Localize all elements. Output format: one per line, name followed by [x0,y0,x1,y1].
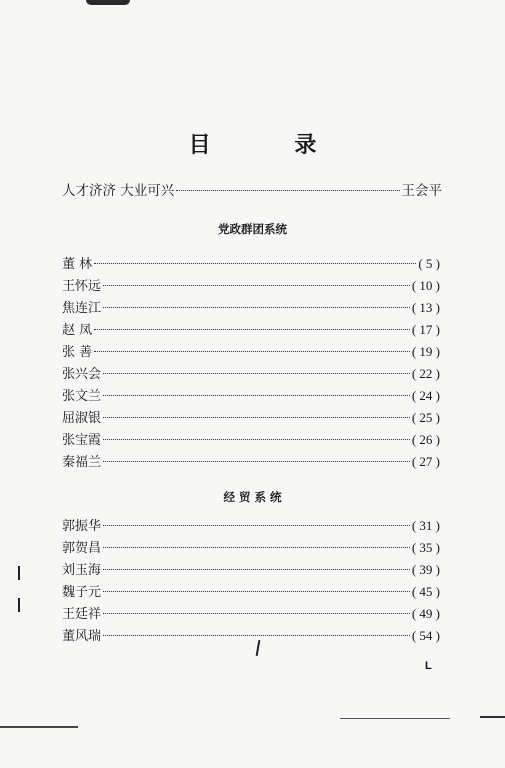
dot-leader [94,329,410,330]
entry-name: 董风瑞 [62,629,102,644]
toc-entry[interactable] [62,603,440,625]
toc-entry[interactable] [62,581,440,603]
dot-leader [176,190,399,191]
entry-page: ( 45 ) [411,584,440,599]
entry-page: ( 10 ) [411,278,440,293]
toc-entry[interactable] [62,429,440,451]
entry-name: 郭振华 [62,519,102,534]
entry-name: 屈淑银 [62,411,102,426]
toc-entry[interactable] [62,451,440,473]
entry-name: 张文兰 [62,389,102,404]
toc-entry[interactable] [62,407,440,429]
toc-entry[interactable] [62,319,440,341]
entry-page: ( 39 ) [411,562,440,577]
dot-leader [103,547,410,548]
toc-entry[interactable] [62,275,440,297]
dot-leader [103,285,410,286]
dot-leader [103,591,410,592]
entry-name: 王怀远 [62,279,102,294]
dot-leader [103,417,410,418]
entry-page: ( 49 ) [411,606,440,621]
toc-list-section-2 [62,515,440,647]
scan-artifact [18,566,20,580]
scan-artifact [18,598,20,612]
entry-page: ( 17 ) [411,322,440,337]
entry-page: ( 19 ) [411,344,440,359]
intro-author: 王会平 [401,183,442,199]
toc-entry[interactable] [62,341,440,363]
scan-bottom-edge [340,718,450,719]
entry-name: 张兴会 [62,367,102,382]
scan-bottom-edge [480,716,505,718]
entry-page: ( 5 ) [418,256,440,271]
entry-name: 张 善 [62,345,93,360]
entry-page: ( 25 ) [411,410,440,425]
scan-edge-mark [86,0,130,5]
dot-leader [94,351,410,352]
dot-leader [94,263,416,264]
entry-name: 董 林 [62,257,93,272]
entry-page: ( 35 ) [411,540,440,555]
dot-leader [103,569,410,570]
toc-entry[interactable] [62,363,440,385]
entry-name: 焦连江 [62,301,102,316]
toc-entry[interactable] [62,625,440,647]
dot-leader [103,461,410,462]
entry-name: 刘玉海 [62,563,102,578]
entry-name: 秦福兰 [62,455,102,470]
dot-leader [103,613,410,614]
scan-bottom-edge [0,726,78,728]
entry-page: ( 24 ) [411,388,440,403]
section-heading: 党政群团系统 [218,222,287,236]
toc-entry[interactable] [62,297,440,319]
entry-page: ( 27 ) [411,454,440,469]
entry-name: 张宝霞 [62,433,102,448]
dot-leader [103,395,410,396]
intro-title: 人才济济 大业可兴 [62,183,175,199]
toc-list-section-1 [62,253,440,473]
page-footer-mark: L [425,660,432,672]
toc-entry[interactable] [62,253,440,275]
entry-page: ( 13 ) [411,300,440,315]
dot-leader [103,439,410,440]
dot-leader [103,525,410,526]
intro-entry [62,179,442,199]
toc-entry[interactable] [62,515,440,537]
toc-entry[interactable] [62,559,440,581]
entry-page: ( 54 ) [411,628,440,643]
dot-leader [103,307,410,308]
entry-page: ( 26 ) [411,432,440,447]
entry-page: ( 31 ) [411,518,440,533]
entry-page: ( 22 ) [411,366,440,381]
entry-name: 魏子元 [62,585,102,600]
toc-entry[interactable] [62,385,440,407]
dot-leader [103,373,410,374]
dot-leader [103,635,410,636]
entry-name: 郭贺昌 [62,541,102,556]
toc-entry[interactable] [62,537,440,559]
entry-name: 王廷祥 [62,607,102,622]
page-title: 目 录 [188,132,355,158]
section-heading: 经 贸 系 统 [223,490,282,504]
entry-name: 赵 凤 [62,323,93,338]
